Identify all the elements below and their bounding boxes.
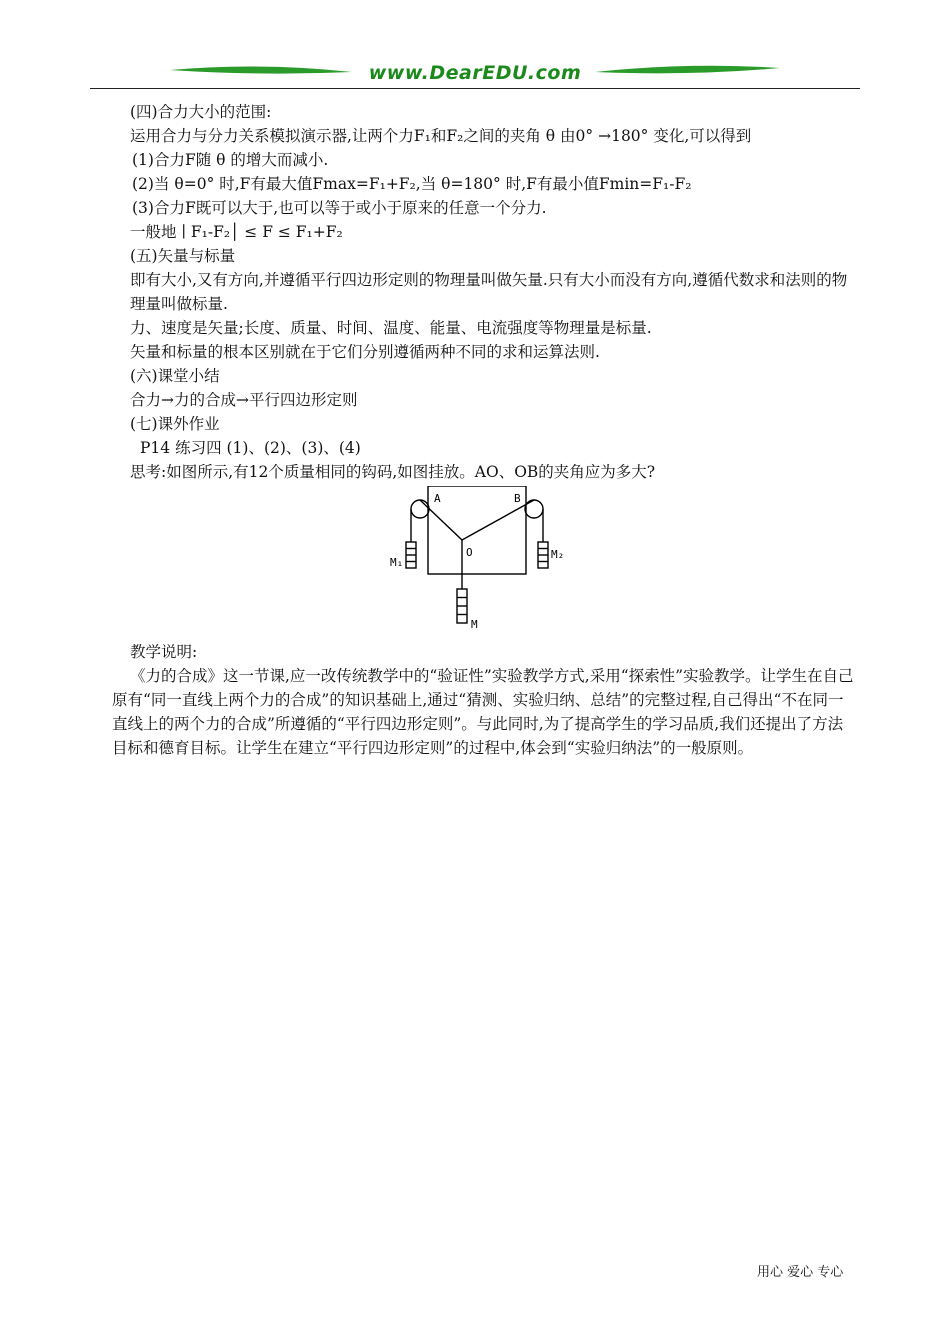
explanation-body: 《力的合成》这一节课,应一改传统教学中的“验证性”实验教学方式,采用“探索性”实验教学。让学生在自己原有“同一直线上两个力的合成”的知识基础上,通过“猜测、实验归纳、总结”的完整过程,自己得出“不在同一直线上的两个力的合成”所遵循的“平行四边形定则”。与此同时,为了提高学生的学习品质,我们还提出了方法目标和德育目标。让学生在建立“平行四边形定则”的过程中,体会到“实验归纳法”的一般原则。 bbox=[112, 667, 854, 757]
thinking-question: 思考:如图所示,有12个质量相同的钩码,如图挂放。AO、OB的夹角应为多大? bbox=[130, 463, 656, 481]
label-m1: M₁ bbox=[390, 556, 404, 569]
section-4-title: (四)合力大小的范围: bbox=[130, 103, 272, 121]
pulley-left bbox=[411, 500, 429, 518]
pulley-figure bbox=[112, 484, 862, 640]
section-5-paragraph-2: 力、速度是矢量;长度、质量、时间、温度、能量、电流强度等物理量是标量. bbox=[130, 319, 652, 337]
pulley-diagram bbox=[390, 486, 590, 638]
section-4-item-1: (1)合力F随 θ 的增大而减小. bbox=[132, 151, 329, 169]
section-4-item-3: (3)合力F既可以大于,也可以等于或小于原来的任意一个分力. bbox=[132, 199, 547, 217]
section-4-intro: 运用合力与分力关系模拟演示器,让两个力F₁和F₂之间的夹角 θ 由0° →180° 变化,可以得到 bbox=[130, 127, 752, 145]
section-5-title: (五)矢量与标量 bbox=[130, 247, 236, 265]
section-6-title: (六)课堂小结 bbox=[130, 367, 220, 385]
section-7-homework: P14 练习四 (1)、(2)、(3)、(4) bbox=[140, 439, 361, 457]
label-m: M bbox=[471, 618, 478, 631]
header-divider bbox=[90, 88, 860, 89]
section-4-general: 一般地 ∣ F₁-F₂│ ≤ F ≤ F₁+F₂ bbox=[130, 223, 343, 241]
section-5-paragraph-1: 即有大小,又有方向,并遵循平行四边形定则的物理量叫做矢量.只有大小而没有方向,遵循代数求和法则的物理量叫做标量. bbox=[130, 271, 848, 313]
site-url: www.DearEDU.com bbox=[368, 62, 582, 84]
section-6-paragraph: 合力→力的合成→平行四边形定则 bbox=[130, 391, 358, 409]
site-header-banner bbox=[90, 58, 860, 90]
page-footer: 用心 爱心 专心 bbox=[757, 1265, 844, 1280]
label-o: O bbox=[466, 546, 473, 559]
section-5-paragraph-3: 矢量和标量的根本区别就在于它们分别遵循两种不同的求和运算法则. bbox=[130, 343, 600, 361]
label-b: B bbox=[514, 492, 521, 505]
document-body bbox=[112, 100, 862, 760]
section-4-item-2: (2)当 θ=0° 时,F有最大值Fmax=F₁+F₂,当 θ=180° 时,F有最小值Fmin=F₁-F₂ bbox=[132, 175, 692, 193]
rope-ao-ob bbox=[420, 500, 534, 540]
explanation-title: 教学说明: bbox=[130, 643, 198, 661]
label-a: A bbox=[434, 492, 441, 505]
label-m2: M₂ bbox=[551, 548, 565, 561]
board-frame bbox=[428, 486, 526, 574]
section-7-title: (七)课外作业 bbox=[130, 415, 220, 433]
